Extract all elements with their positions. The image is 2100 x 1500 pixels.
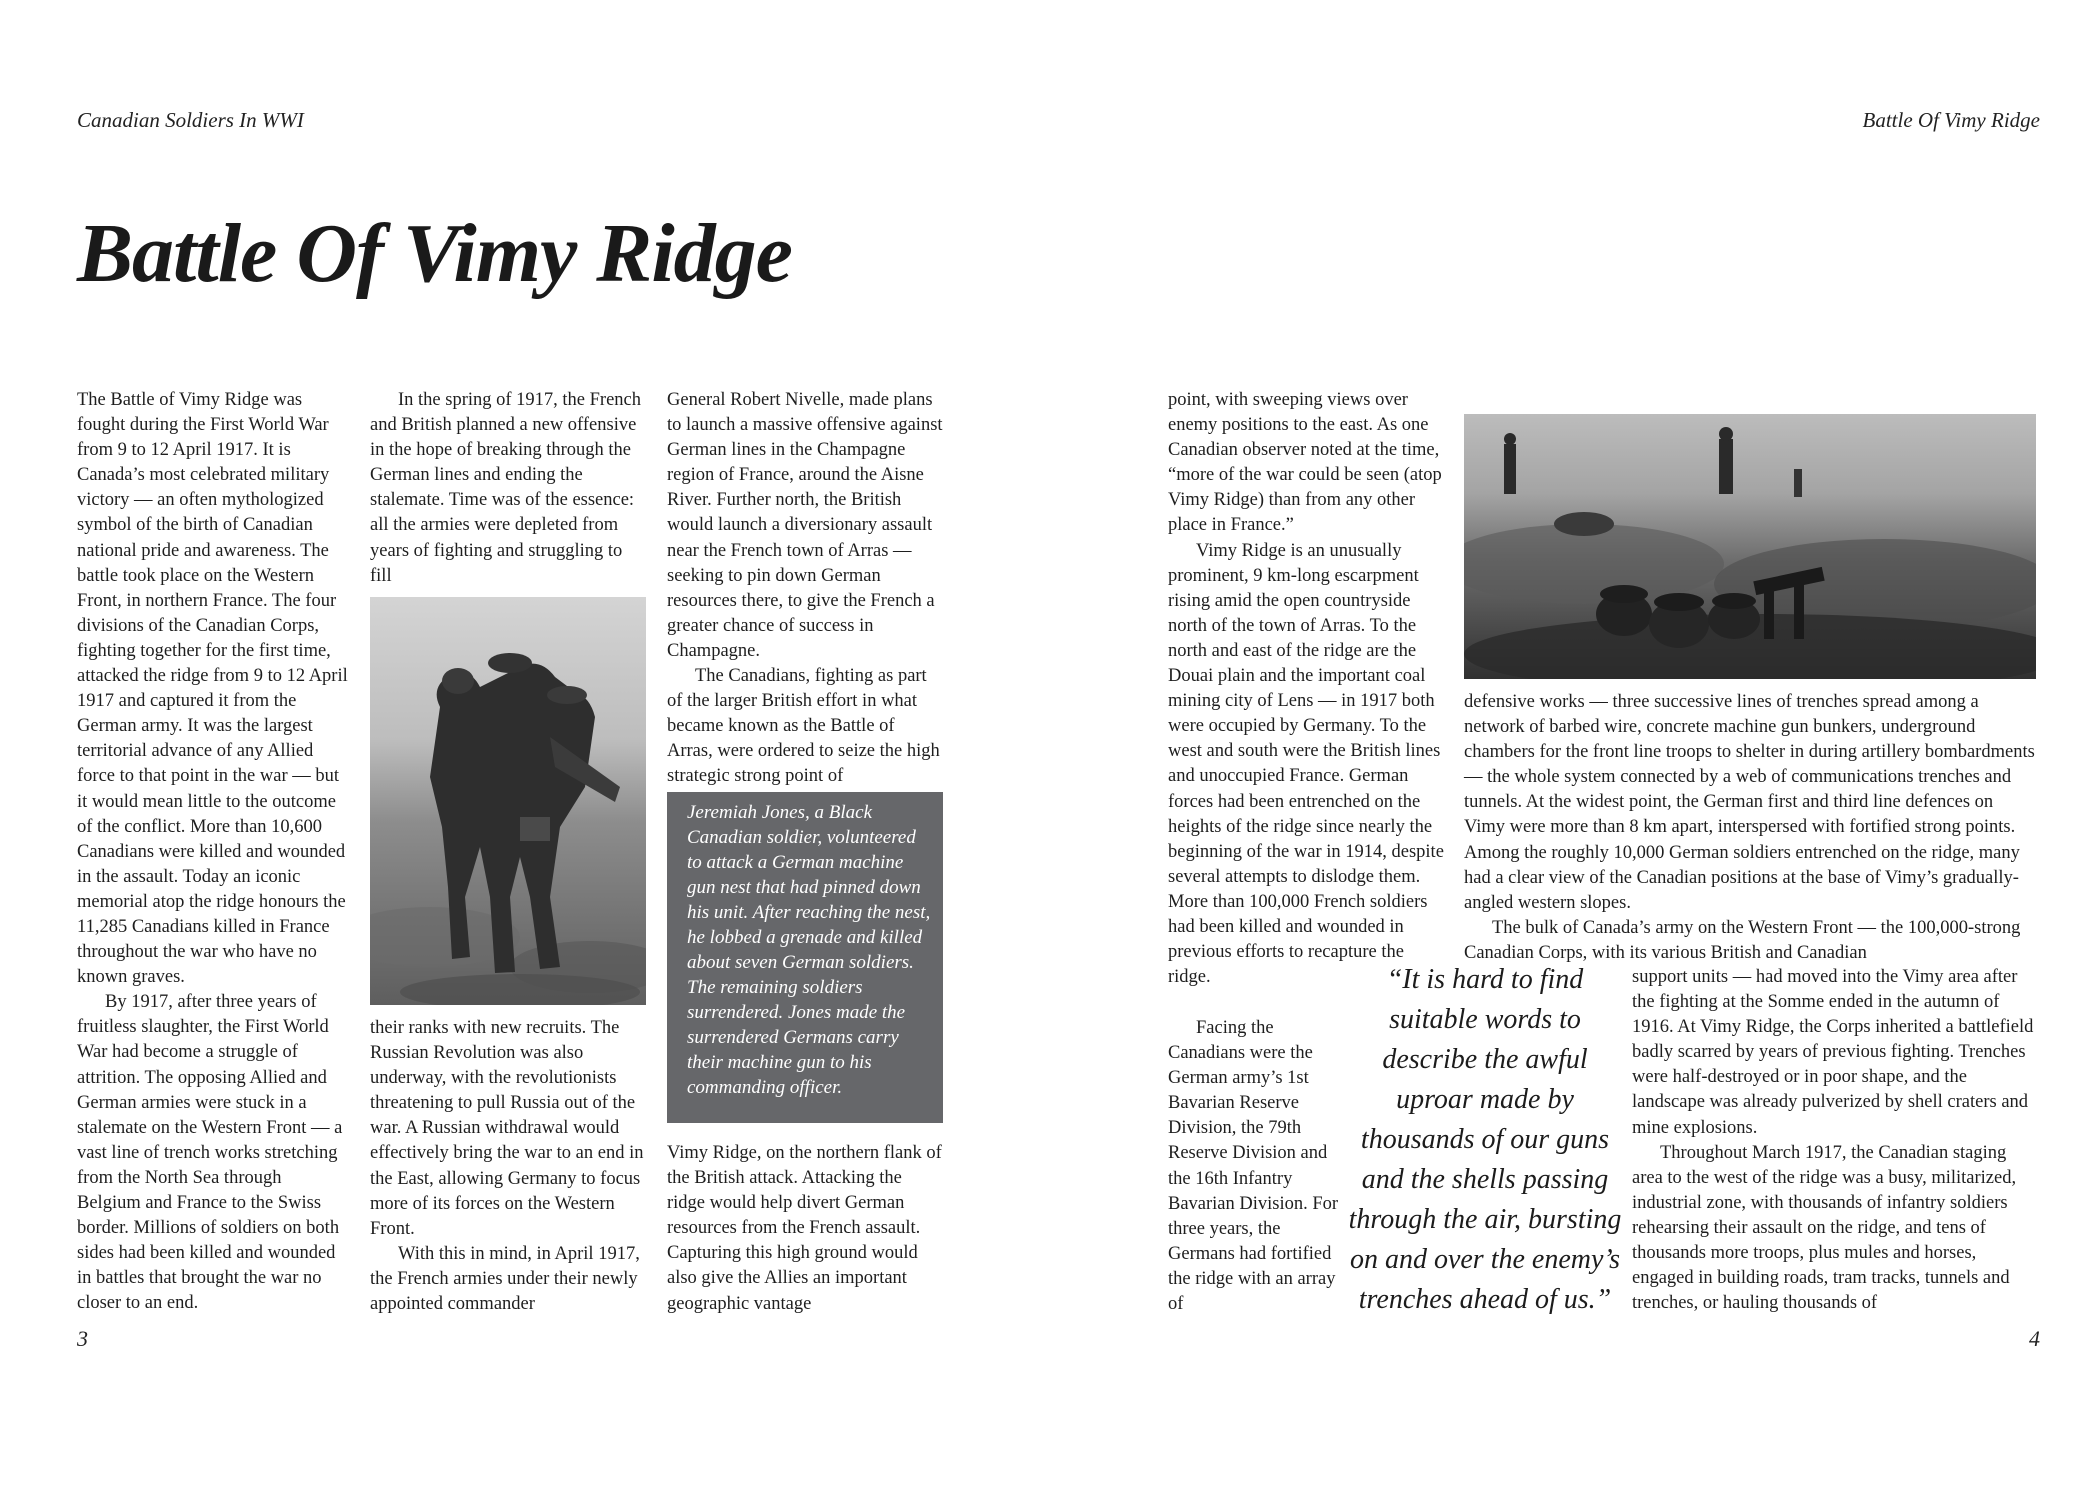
col4-paragraph-2: Vimy Ridge is an unusually prominent, 9 km-long escarpment rising amid the open countryside north of the town of Arras. To the north and east of the ridge are the Douai plain and the important coal mining city of Lens — in 1917 both were occupied by Germany. To the west and south were the British lines and unoccupied France. German forces had been entrenched on the heights of the ridge since nearly the beginning of the war in 1914, despite several attempts to dislodge them. More than 100,000 French soldiers had been killed and wounded in previous efforts to recapture the ridge. bbox=[1168, 540, 1444, 988]
text-column-5-top bbox=[1464, 690, 2036, 966]
running-head-left: Canadian Soldiers In WWI bbox=[77, 108, 304, 132]
page-number-right: 4 bbox=[2029, 1326, 2040, 1351]
photo-battlefield-graphic bbox=[1464, 414, 2036, 679]
col3-paragraph-3: Vimy Ridge, on the northern flank of the British attack. Attacking the ridge would help divert German resources from the French assault. Capturing this high ground would also give the Allies an important geographic vantage bbox=[667, 1143, 942, 1314]
text-column-3-bottom bbox=[667, 1141, 943, 1317]
col3-paragraph-1: General Robert Nivelle, made plans to launch a massive offensive against German lines in the Champagne region of France, around the Aisne River. Further north, the British would launch a diversionary assault near the French town of Arras — seeking to pin down German resources there, to give the French a greater chance of success in Champagne. bbox=[667, 390, 943, 661]
col5-paragraph-1: defensive works — three successive lines of trenches spread among a network of barbed wire, concrete machine gun bunkers, underground chambers for the front line troops to shelter in during artillery bombardments — the whole system connected by a web of communications trenches and tunnels. At the widest point, the German first and third line defences on Vimy were more than 8 km apart, interspersed with fortified strong points. Among the roughly 10,000 German soldiers entrenched on the ridge, many had a clear view of the Canadian positions at the base of Vimy’s gradually-angled western slopes. bbox=[1464, 692, 2035, 913]
col2-paragraph-2: their ranks with new recruits. The Russian Revolution was also underway, with the revolutionists threatening to pull Russia out of the war. A Russian withdrawal would effectively bring the war to an end in the East, allowing Germany to focus more of its forces on the Western Front. bbox=[370, 1018, 644, 1239]
photo-wounded-soldiers-graphic bbox=[370, 597, 646, 1005]
text-column-4-bottom bbox=[1168, 1016, 1344, 1317]
page-number-left: 3 bbox=[77, 1326, 88, 1351]
col5-paragraph-2: The bulk of Canada’s army on the Western Front — the 100,000-strong Canadian Corps, with its various British and Canadian bbox=[1464, 917, 2021, 963]
sidebar-box: Jeremiah Jones, a Black Canadian soldier, volunteered to attack a German machine gun nest that had pinned down his unit. After reaching the nest, he lobbed a grenade and killed about seven German soldiers. The remaining soldiers surrendered. Jones made the surrendered Germans carry their machine gun to his commanding officer. bbox=[667, 792, 943, 1123]
col2-paragraph-1: In the spring of 1917, the French and British planned a new offensive in the hope of breaking through the German lines and ending the stalemate. Time was of the essence: all the armies were depleted from years of fighting and struggling to fill bbox=[370, 390, 642, 586]
col5-paragraph-4: Throughout March 1917, the Canadian staging area to the west of the ridge was a busy, militarized, industrial zone, with thousands of infantry soldiers rehearsing their assault on the ridge, and tens of thousands more troops, plus mules and horses, engaged in building roads, tram tracks, tunnels and trenches, or hauling thousands of bbox=[1632, 1142, 2017, 1314]
text-column-1 bbox=[77, 388, 349, 1316]
col1-paragraph-2: By 1917, after three years of fruitless slaughter, the First World War had become a struggle of attrition. The opposing Allied and German armies were stuck in a stalemate on the Western Front — a vast line of trench works stretching from the North Sea through Belgium and France to the Swiss border. Millions of soldiers on both sides had been killed and wounded in battles that brought the war no closer to an end. bbox=[77, 992, 343, 1314]
col3-paragraph-2: The Canadians, fighting as part of the larger British effort in what became known as the Battle of Arras, were ordered to seize the high strategic strong point of bbox=[667, 666, 940, 787]
text-column-2-top bbox=[370, 388, 646, 589]
text-column-2-bottom bbox=[370, 1016, 646, 1317]
text-column-5-bottom bbox=[1632, 965, 2036, 1316]
photo-wounded-soldiers bbox=[370, 597, 646, 1005]
pull-quote: “It is hard to find suitable words to describe the awful uproar made by thousands of our guns and the shells passing through the air, bursting on and over the enemy’s trenches ahead of us.” bbox=[1348, 964, 1622, 1315]
running-head-right: Battle Of Vimy Ridge bbox=[1862, 108, 2040, 132]
text-column-3-top bbox=[667, 388, 943, 790]
col4-paragraph-3: Facing the Canadians were the German army’s 1st Bavarian Reserve Division, the 79th Reserve Division and the 16th Infantry Bavarian Division. For three years, the Germans had fortified the ridge with an array of bbox=[1168, 1018, 1339, 1315]
col5-paragraph-3: support units — had moved into the Vimy area after the fighting at the Somme ended in the autumn of 1916. At Vimy Ridge, the Corps inherited a battlefield badly scarred by years of previous fighting. Trenches were half-destroyed or in poor shape, and the landscape was already pulverized by shell craters and mine explosions. bbox=[1632, 967, 2034, 1138]
col1-paragraph-1: The Battle of Vimy Ridge was fought during the First World War from 9 to 12 April 1917. It is Canada’s most celebrated military victory — an often mythologized symbol of the birth of Canadian national pride and awareness. The battle took place on the Western Front, in northern France. The four divisions of the Canadian Corps, fighting together for the first time, attacked the ridge from 9 to 12 April 1917 and captured it from the German army. It was the largest territorial advance of any Allied force to that point in the war — but it would mean little to the outcome of the conflict. More than 10,600 Canadians were killed and wounded in the assault. Today an iconic memorial atop the ridge honours the 11,285 Canadians killed in France throughout the war who have no known graves. bbox=[77, 390, 348, 988]
photo-battlefield bbox=[1464, 414, 2036, 679]
text-column-4-top bbox=[1168, 388, 1448, 990]
col2-paragraph-3: With this in mind, in April 1917, the French armies under their newly appointed commander bbox=[370, 1243, 640, 1315]
col4-paragraph-1: point, with sweeping views over enemy positions to the east. As one Canadian observer noted at the time, “more of the war could be seen (atop Vimy Ridge) than from any other place in France.” bbox=[1168, 390, 1442, 536]
article-title: Battle Of Vimy Ridge bbox=[77, 207, 792, 300]
